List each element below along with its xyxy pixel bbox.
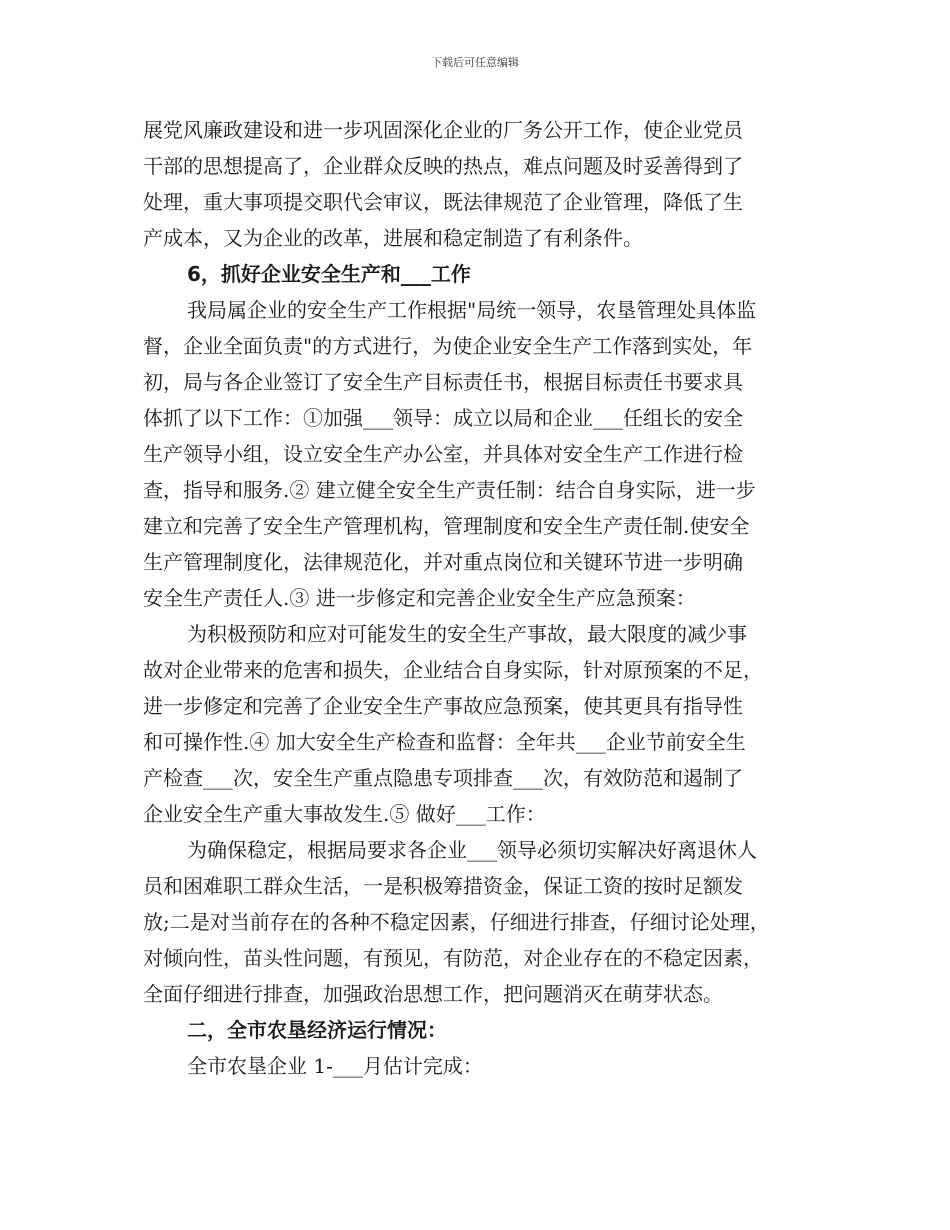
paragraph-line: 生产管理制度化，法律规范化，并对重点岗位和关键环节进一步明确 <box>143 550 743 574</box>
paragraph-line: 展党风廉政建设和进一步巩固深化企业的厂务公开工作，使企业党员 <box>143 118 743 142</box>
paragraph-line: 我局属企业的安全生产工作根据"局统一领导，农垦管理处具体监 <box>187 298 757 322</box>
paragraph-line: 员和困难职工群众生活，一是积极筹措资金，保证工资的按时足额发 <box>143 874 743 898</box>
page-header: 下载后可任意编辑 <box>431 56 519 69</box>
paragraph-line: 为积极预防和应对可能发生的安全生产事故，最大限度的减少事 <box>187 622 747 646</box>
section-heading: 二，全市农垦经济运行情况： <box>187 1018 447 1042</box>
document-body <box>143 112 823 1084</box>
paragraph-line: 和可操作性.④ 加大安全生产检查和监督：全年共___企业节前安全生 <box>143 730 746 754</box>
paragraph-line: 生产领导小组，设立安全生产办公室，并具体对安全生产工作进行检 <box>143 442 743 466</box>
paragraph-line: 放;二是对当前存在的各种不稳定因素，仔细进行排查，仔细讨论处理， <box>143 910 770 934</box>
paragraph-line: 企业安全生产重大事故发生.⑤ 做好___工作： <box>143 802 546 826</box>
paragraph-line: 查，指导和服务.② 建立健全安全生产责任制：结合自身实际，进一步 <box>143 478 756 502</box>
paragraph-line: 干部的思想提高了，企业群众反映的热点，难点问题及时妥善得到了 <box>143 154 743 178</box>
paragraph-line: 产成本，又为企业的改革，进展和稳定制造了有利条件。 <box>143 226 643 250</box>
paragraph-line: 初，局与各企业签订了安全生产目标责任书，根据目标责任书要求具 <box>143 370 743 394</box>
paragraph-line: 督，企业全面负责"的方式进行，为使企业安全生产工作落到实处，年 <box>143 334 753 358</box>
paragraph-line: 进一步修定和完善了企业安全生产事故应急预案，使其更具有指导性 <box>143 694 743 718</box>
paragraph-line: 对倾向性，苗头性问题，有预见，有防范，对企业存在的不稳定因素， <box>143 946 763 970</box>
section-heading: 6，抓好企业安全生产和___工作 <box>187 262 471 286</box>
paragraph-line: 全市农垦企业 1-___月估计完成： <box>187 1054 483 1078</box>
paragraph-line: 建立和完善了安全生产管理机构，管理制度和安全生产责任制.使安全 <box>143 514 750 538</box>
paragraph-line: 处理，重大事项提交职代会审议，既法律规范了企业管理，降低了生 <box>143 190 743 214</box>
paragraph-line: 安全生产责任人.③ 进一步修定和完善企业安全生产应急预案： <box>143 586 696 610</box>
paragraph-line: 体抓了以下工作：①加强___领导：成立以局和企业___任组长的安全 <box>143 406 743 430</box>
paragraph-line: 全面仔细进行排查，加强政治思想工作，把问题消灭在萌芽状态。 <box>143 982 723 1006</box>
paragraph-line: 为确保稳定，根据局要求各企业___领导必须切实解决好离退休人 <box>187 838 757 862</box>
paragraph-line: 产检查___次，安全生产重点隐患专项排查___次，有效防范和遏制了 <box>143 766 743 790</box>
paragraph-line: 故对企业带来的危害和损失，企业结合自身实际，针对原预案的不足， <box>143 658 763 682</box>
